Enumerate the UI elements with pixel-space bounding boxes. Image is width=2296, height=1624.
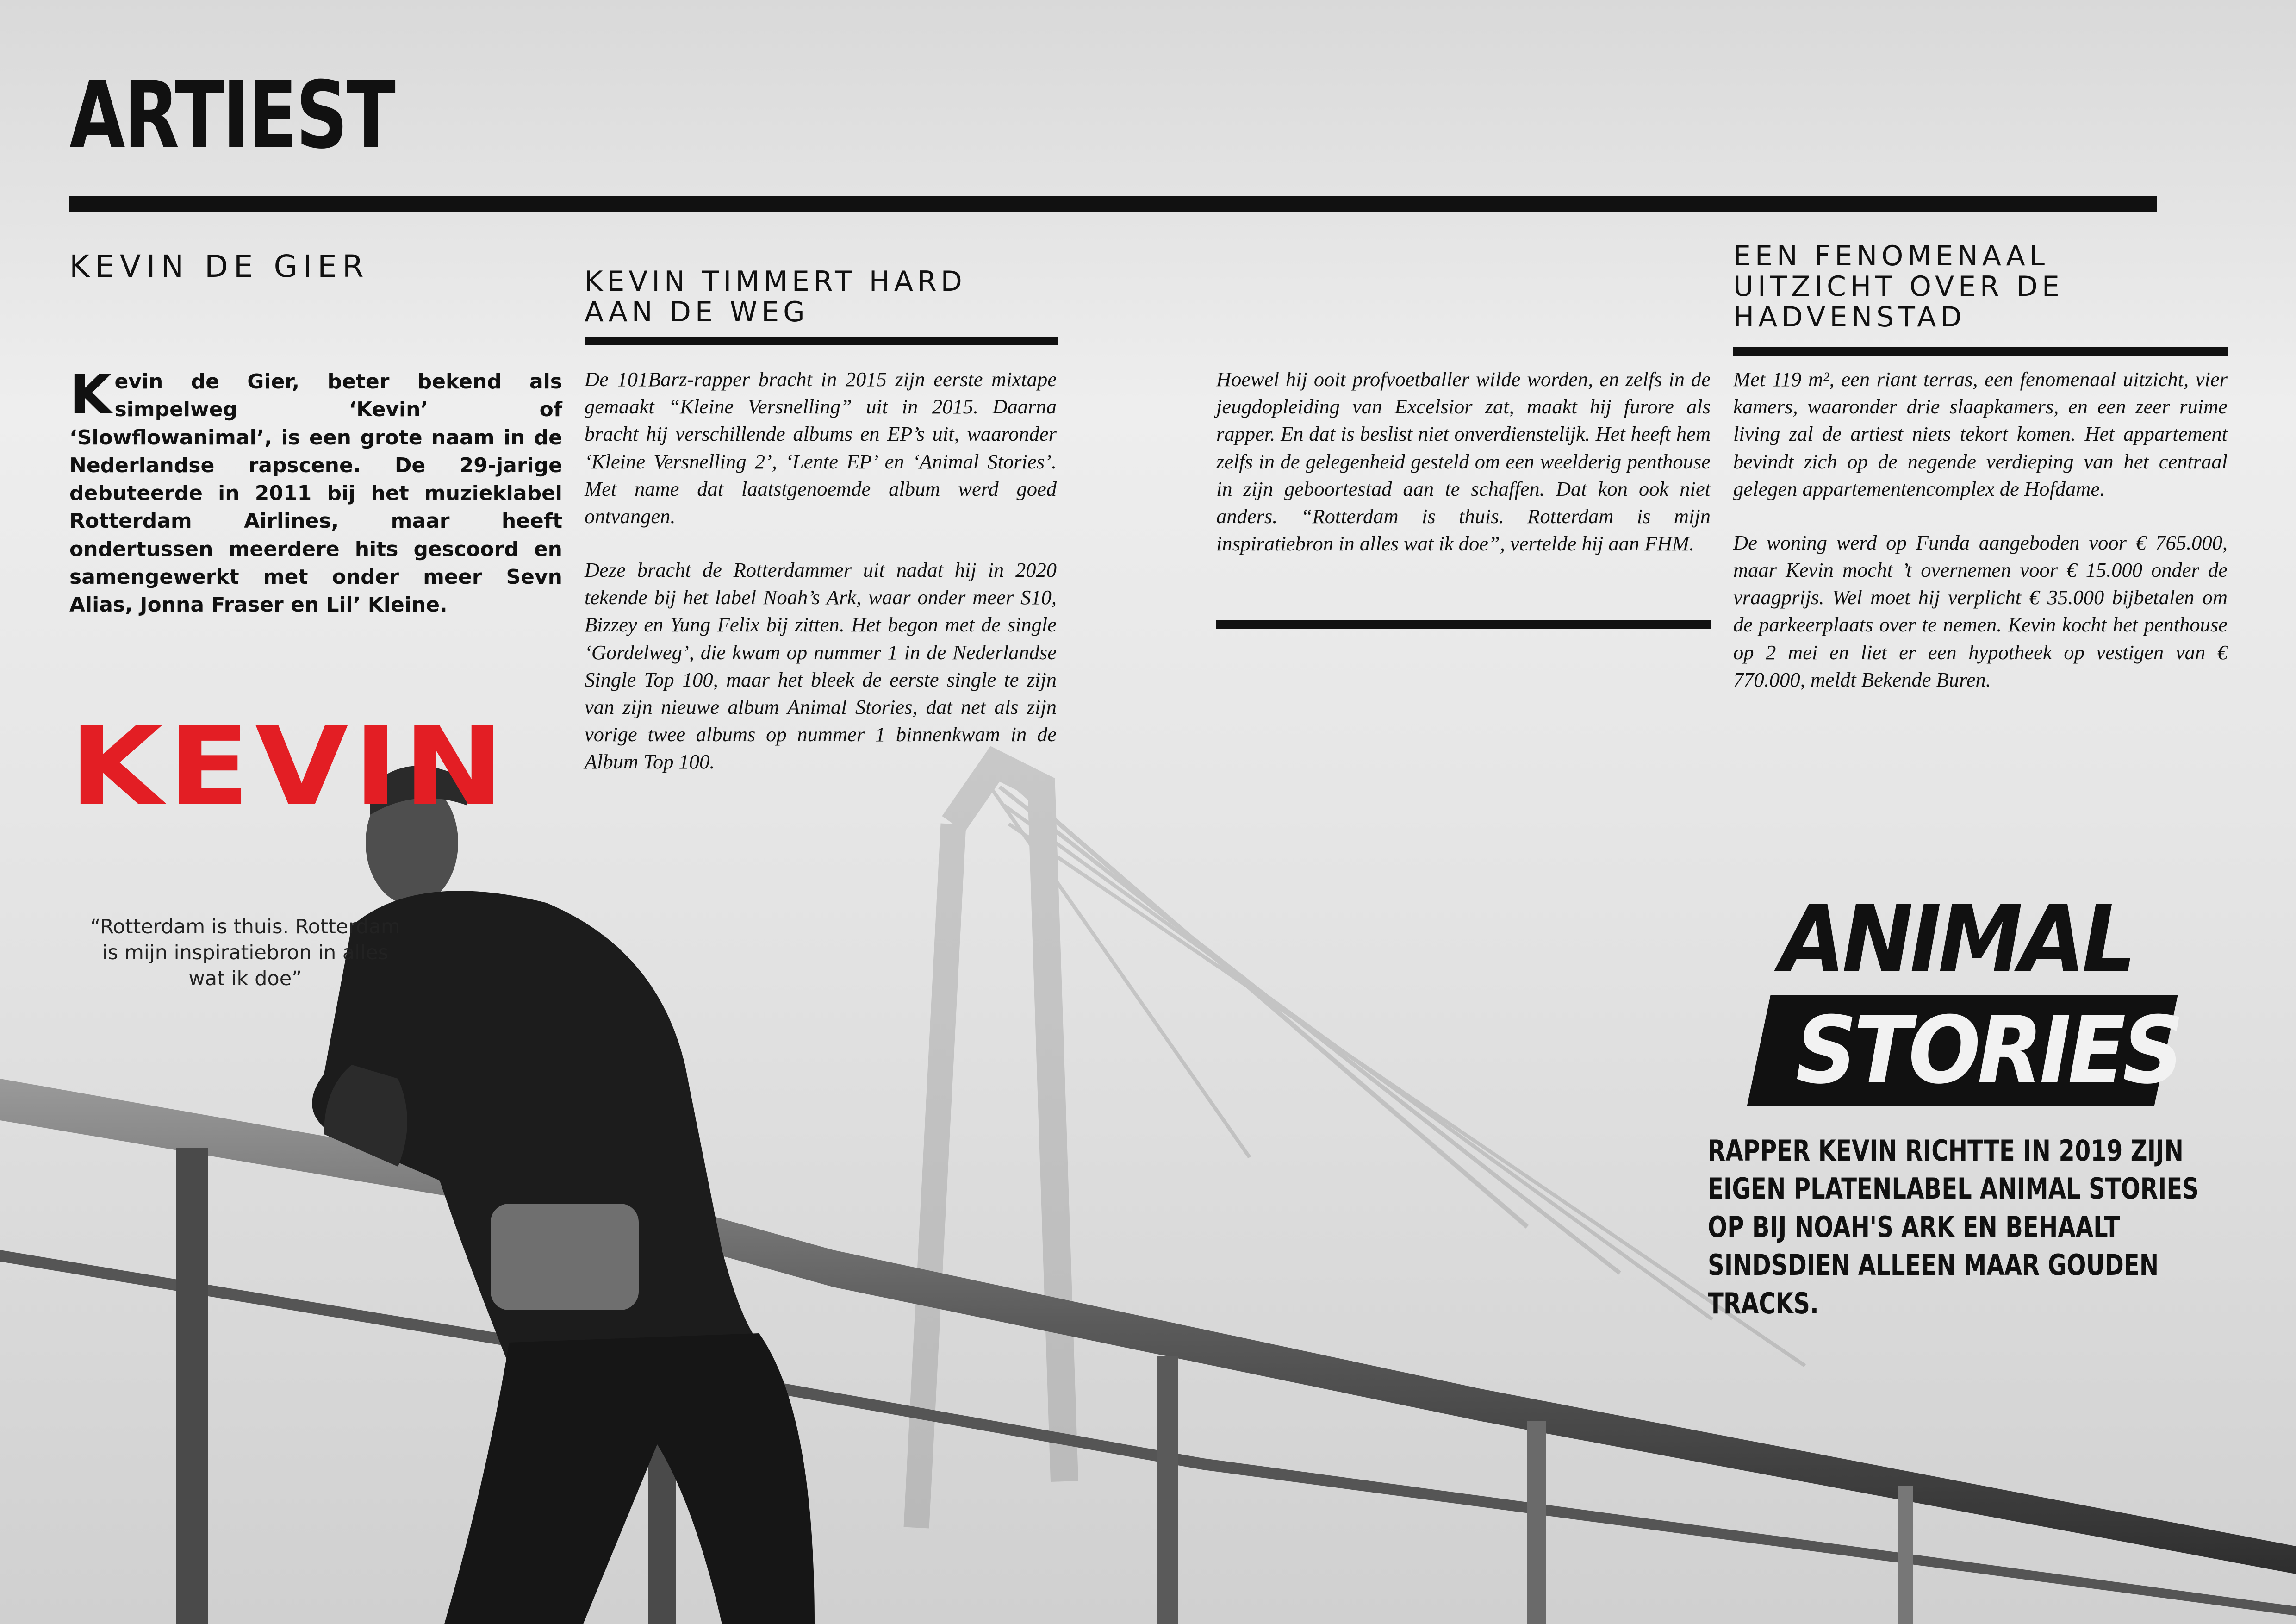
bottom-blurb: RAPPER KEVIN RICHTTE IN 2019 ZIJN EIGEN PLATENLABEL ANIMAL STORIES OP BIJ NOAH'S ARK EN BEHAALT SINDSDIEN ALLEEN MAAR GOUDEN TRACKS. <box>1708 1134 2199 1320</box>
column2-body <box>585 366 1057 802</box>
artist-brand-name: KEVIN <box>69 704 510 829</box>
album-logo-line1: ANIMAL <box>1780 886 2133 993</box>
dropcap: K <box>69 362 112 426</box>
artist-name-kicker: KEVIN DE GIER <box>69 249 369 284</box>
column2-paragraph-2: Deze bracht de Rotterdammer uit nadat hij in 2020 tekende bij het label Noah’s Ark, waar onder meer S10, Bizzey en Yung Felix bij zitten. Het begon met de single ‘Gordelweg’, die kwam op nummer 1 in de Nederlandse Single Top 100, maar het bleek de eerste single te zijn van zijn nieuwe album Animal Stories, dat net als zijn vorige twee albums op nummer 1 binnenkwam in de Album Top 100. <box>585 558 1057 774</box>
column4-paragraph-1: Met 119 m², een riant terras, een fenomenaal uitzicht, vier kamers, waaronder drie slaapkamers, en een zeer ruime living zal de artiest niets tekort komen. Het appartement bevindt zich op de negende verdieping van het centraal gelegen appartementencomplex de Hofdame. <box>1733 368 2228 500</box>
column3-rule <box>1216 620 1711 629</box>
column2-rule <box>585 337 1058 345</box>
column2-paragraph-1: De 101Barz-rapper bracht in 2015 zijn eerste mixtape gemaakt “Kleine Versnelling” uit in 2015. Daarna bracht hij verschillende albums en EP’s uit, waaronder ‘Kleine Versnelling 2’, ‘Lente EP’ en ‘Animal Stories’. Met name dat laatstgenoemde album werd goed ontvangen. <box>585 368 1057 528</box>
column4-heading: EEN FENOMENAAL UITZICHT OVER DE HADVENSTAD <box>1733 240 2064 333</box>
column3-body <box>1216 366 1711 584</box>
pull-quote: “Rotterdam is thuis. Rotterdam is mijn inspiratiebron in alles wat ik doe” <box>90 915 400 990</box>
album-logo-line2: STORIES <box>1796 997 2181 1105</box>
column2-heading: KEVIN TIMMERT HARD AAN DE WEG <box>585 265 966 328</box>
column4-body <box>1733 366 2228 720</box>
section-title: ARTIEST <box>69 62 394 169</box>
column4-rule <box>1733 347 2228 356</box>
column4-paragraph-2: De woning werd op Funda aangeboden voor € 765.000, maar Kevin mocht ’t overnemen voor € 15.000 onder de vraagprijs. Wel moet hij verplicht € 35.000 bijbetalen om de parkeerplaats over te nemen. Kevin kocht het penthouse op 2 mei en liet er een hypotheek op vestigen van € 770.000, meldt Bekende Buren. <box>1733 531 2228 691</box>
intro-paragraph <box>69 362 562 619</box>
intro-text: evin de Gier, beter bekend als simpelweg ‘Kevin’ of ‘Slowflowanimal’, is een grote naam in de Nederlandse rapscene. De 29-jarige debuteerde in 2011 bij het muzieklabel Rotterdam Airlines, maar heeft ondertussen meerdere hits gescoord en samengewerkt met onder meer Sevn Alias, Jonna Fraser en Lil’ Kleine. <box>69 370 562 617</box>
header-rule <box>69 196 2157 212</box>
column3-paragraph-1: Hoewel hij ooit profvoetballer wilde worden, en zelfs in de jeugdopleiding van Excelsior zat, maakt hij furore als rapper. En dat is beslist niet onverdienstelijk. Het heeft hem zelfs in de gelegenheid gesteld om een weelderig penthouse in zijn geboortestad aan te schaffen. Dat kon ook niet anders. “Rotterdam is thuis. Rotterdam is mijn inspiratiebron in alles wat ik doe”, vertelde hij aan FHM. <box>1216 368 1711 556</box>
